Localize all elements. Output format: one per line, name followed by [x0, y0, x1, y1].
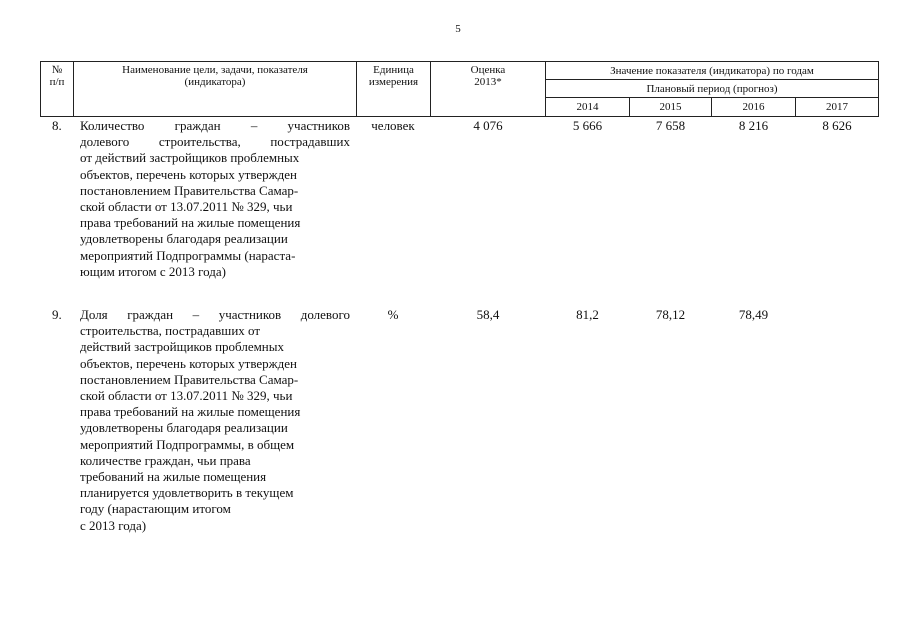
value-2017-cell: 8 626: [822, 118, 852, 133]
indicator-name-line: действий застройщиков проблемных: [80, 339, 285, 355]
unit-cell: %: [387, 307, 399, 322]
indicator-name-line: с 2013 года): [80, 517, 147, 533]
indicator-name-line: права требований на жилые помещения: [80, 215, 301, 231]
header-year-2017: [795, 97, 879, 117]
header-year-label: 2016: [742, 101, 765, 113]
indicator-name-line: от действий застройщиков проблемных: [80, 150, 300, 166]
value-2015-cell: 7 658: [655, 118, 686, 133]
row-number: 9.: [52, 307, 62, 322]
indicator-name-line: мероприятий Подпрограммы (нараста-: [80, 247, 296, 263]
estimate-cell: 4 076: [473, 118, 503, 133]
header-year-2014: [545, 97, 630, 117]
page-number: 5: [455, 23, 461, 35]
indicator-name-line: ской области от 13.07.2011 № 329, чьи: [80, 388, 293, 404]
value-2014-cell: 81,2: [576, 307, 599, 322]
indicator-name-line: ющим итогом с 2013 года): [80, 263, 226, 279]
indicator-name-line: Количество граждан – участников: [80, 118, 350, 133]
indicator-name-line: строительства, пострадавших от: [80, 323, 261, 339]
value-2015-cell: 78,12: [655, 307, 686, 322]
indicator-name-line: объектов, перечень которых утвержден: [80, 355, 298, 371]
header-num: [40, 61, 74, 117]
indicator-name-line: долевого строительства, пострадавших: [80, 134, 350, 150]
indicator-name-line: объектов, перечень которых утвержден: [80, 166, 298, 182]
estimate-cell: 58,4: [476, 307, 500, 322]
indicator-name-line: права требований на жилые помещения: [80, 404, 301, 420]
value-2016-cell: 8 216: [738, 118, 769, 133]
header-values-group-label: Значение показателя (индикатора) по годам: [610, 64, 814, 77]
header-values-group: [545, 61, 879, 80]
indicator-name-line: планируется удовлетворить в текущем: [80, 485, 294, 501]
header-estimate: [430, 61, 546, 117]
indicator-name-line: мероприятий Подпрограммы, в общем: [80, 436, 295, 452]
header-estimate-label: Оценка 2013*: [470, 64, 506, 88]
row-number: 8.: [52, 118, 62, 133]
indicator-name-line: постановлением Правительства Самар-: [80, 371, 299, 387]
header-year-2016: [711, 97, 796, 117]
indicator-name-line: количестве граждан, чьи права: [80, 452, 251, 468]
value-2014-cell: 5 666: [572, 118, 603, 133]
indicator-name: [80, 118, 350, 280]
indicator-name-line: удовлетворены благодаря реализации: [80, 420, 288, 436]
header-unit: [356, 61, 431, 117]
indicator-name-line: Доля граждан – участников долевого: [80, 307, 350, 322]
indicator-name-line: постановлением Правительства Самар-: [80, 182, 299, 198]
header-year-label: 2017: [826, 101, 848, 113]
header-year-label: 2015: [659, 101, 682, 113]
header-name: [73, 61, 357, 117]
header-num-label: № п/п: [49, 64, 65, 88]
indicator-name: [80, 307, 350, 534]
header-year-label: 2014: [576, 101, 599, 113]
header-unit-label: Единица измерения: [368, 64, 419, 88]
header-year-2015: [629, 97, 712, 117]
value-2016-cell: 78,49: [738, 307, 769, 322]
indicator-name-line: удовлетворены благодаря реализации: [80, 231, 288, 247]
indicator-name-line: году (нарастающим итогом: [80, 501, 231, 517]
header-name-label: Наименование цели, задачи, показателя (индикатора): [122, 64, 308, 88]
indicator-name-line: ской области от 13.07.2011 № 329, чьи: [80, 199, 293, 215]
header-plan-period: [545, 79, 879, 98]
header-plan-period-label: Плановый период (прогноз): [646, 82, 778, 95]
unit-cell: человек: [371, 118, 415, 133]
indicator-name-line: требований на жилые помещения: [80, 469, 267, 485]
